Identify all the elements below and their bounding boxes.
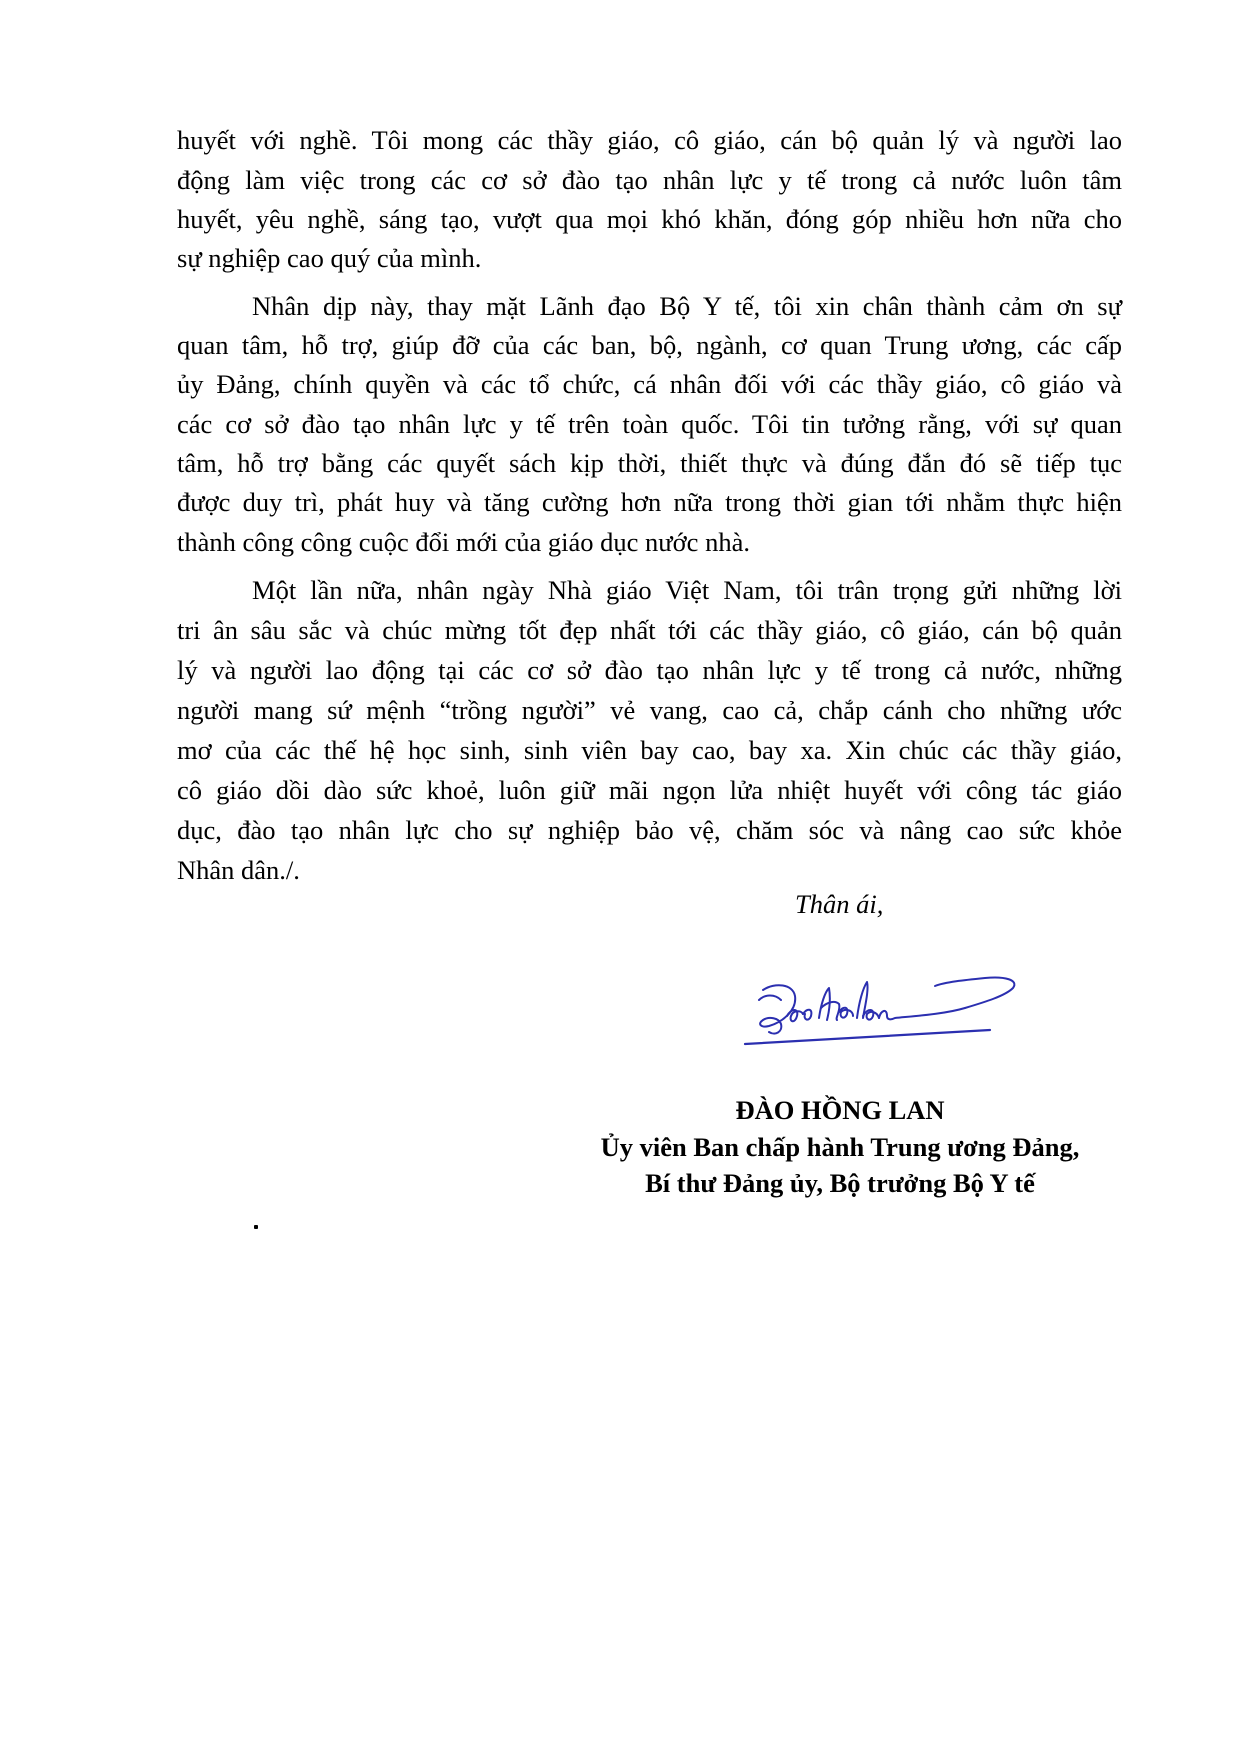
closing-salutation: Thân ái, [795,889,884,919]
body-line: tri ân sâu sắc và chúc mừng tốt đẹp nhất tới các thầy giáo, cô giáo, cán bộ quản [177,615,1122,645]
body-line: các cơ sở đào tạo nhân lực y tế trên toàn quốc. Tôi tin tưởng rằng, với sự quan [177,409,1122,439]
body-line: cô giáo dồi dào sức khoẻ, luôn giữ mãi ngọn lửa nhiệt huyết với công tác giáo [177,775,1122,805]
body-line: quan tâm, hỗ trợ, giúp đỡ của các ban, bộ, ngành, cơ quan Trung ương, các cấp [177,330,1122,360]
signer-title-line-1: Ủy viên Ban chấp hành Trung ương Đảng, [600,1132,1080,1162]
trailing-mark [254,1225,258,1229]
body-line: sự nghiệp cao quý của mình. [177,243,482,273]
body-line: mơ của các thế hệ học sinh, sinh viên bay cao, bay xa. Xin chúc các thầy giáo, [177,735,1122,765]
signer-name: ĐÀO HỒNG LAN [735,1095,945,1125]
body-line: người mang sứ mệnh “trồng người” vẻ vang, cao cả, chắp cánh cho những ước [177,695,1122,725]
body-line: ủy Đảng, chính quyền và các tổ chức, cá nhân đối với các thầy giáo, cô giáo và [177,369,1122,399]
signer-title-line-2: Bí thư Đảng ủy, Bộ trưởng Bộ Y tế [645,1168,1035,1198]
body-line: tâm, hỗ trợ bằng các quyết sách kịp thời, thiết thực và đúng đắn đó sẽ tiếp tục [177,448,1122,478]
body-line: dục, đào tạo nhân lực cho sự nghiệp bảo vệ, chăm sóc và nâng cao sức khỏe [177,815,1122,845]
body-line: lý và người lao động tại các cơ sở đào tạo nhân lực y tế trong cả nước, những [177,655,1122,685]
body-line: động làm việc trong các cơ sở đào tạo nhân lực y tế trong cả nước luôn tâm [177,165,1122,195]
body-line: huyết, yêu nghề, sáng tạo, vượt qua mọi khó khăn, đóng góp nhiều hơn nữa cho [177,204,1122,234]
body-line: Nhân dịp này, thay mặt Lãnh đạo Bộ Y tế, tôi xin chân thành cảm ơn sự [252,291,1122,321]
body-line: Nhân dân./. [177,855,300,885]
body-line: huyết với nghề. Tôi mong các thầy giáo, cô giáo, cán bộ quản lý và người lao [177,125,1122,155]
handwritten-signature [735,960,1035,1060]
body-line: thành công công cuộc đổi mới của giáo dục nước nhà. [177,527,750,557]
body-line: được duy trì, phát huy và tăng cường hơn nữa trong thời gian tới nhằm thực hiện [177,487,1122,517]
body-line: Một lần nữa, nhân ngày Nhà giáo Việt Nam, tôi trân trọng gửi những lời [252,575,1122,605]
